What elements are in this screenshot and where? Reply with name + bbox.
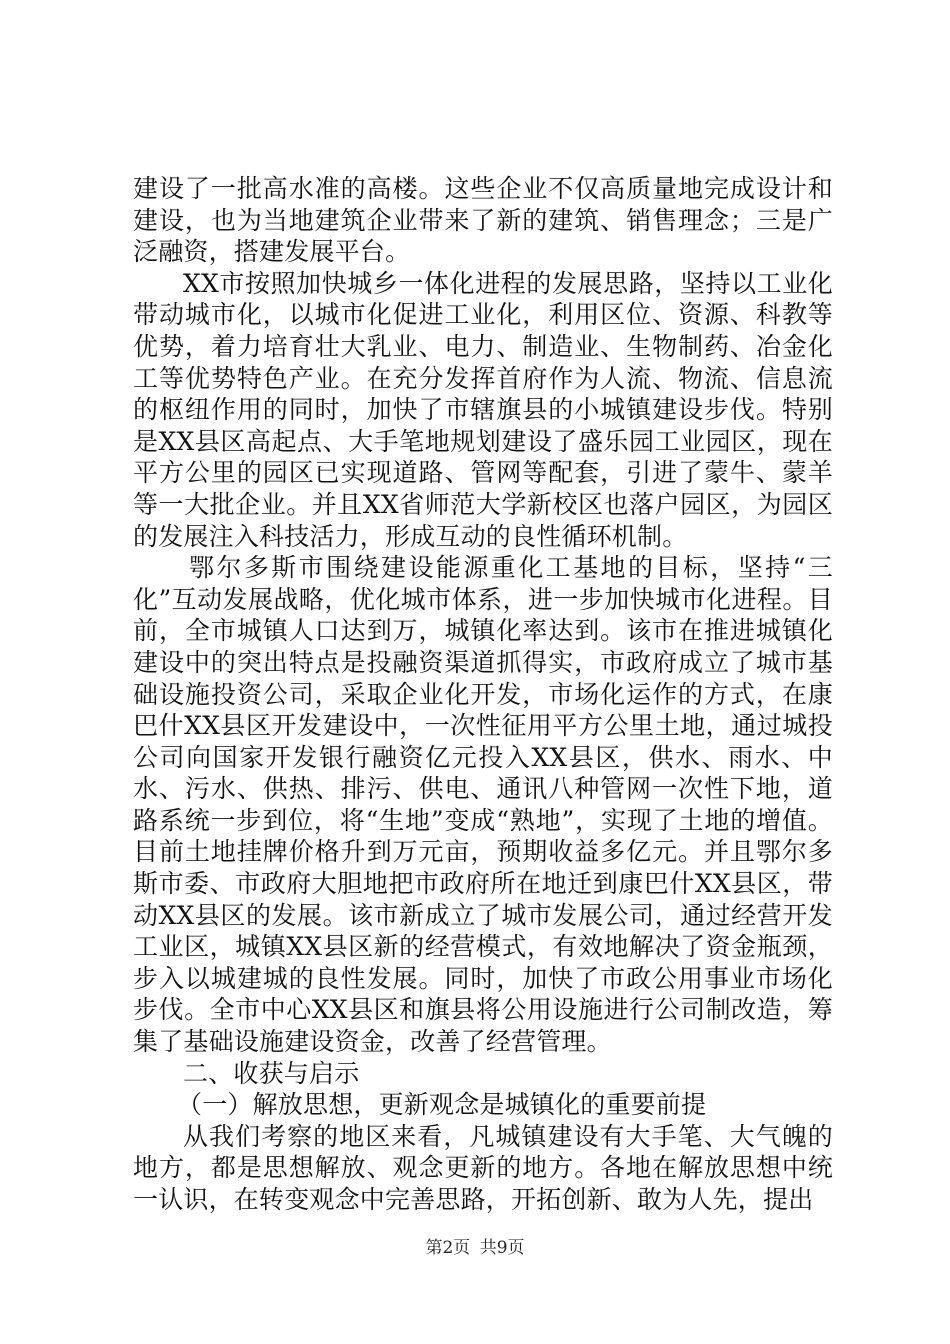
subsection-heading: （一）解放思想，更新观念是城镇化的重要前提 — [177, 1090, 707, 1120]
page-number: 第2页 — [425, 1238, 471, 1258]
page-total: 共9页 — [479, 1238, 525, 1258]
paragraph-ordos: 鄂尔多斯市围绕建设能源重化工基地的目标，坚持“三化”互动发展战略，优化城市体系，进一步加快城市化进程。目前，全市城镇人口达到万，城镇化率达到。该市在推进城镇化建设中的突出特点是投融资渠道抓得实，市政府成立了城市基础设施投资公司，采取企业化开发，市场化运作的方式，在康巴什XX县区开发建设中，一次性征用平方公里土地，通过城投公司向国家开发银行融资亿元投入XX县区，供水、雨水、中水、污水、供热、排污、供电、通讯八种管网一次性下地，道路系统一步到位，将“生地”变成“熟地”，实现了土地的增值。目前土地挂牌价格升到万元亩，预期收益多亿元。并且鄂尔多斯市委、市政府大胆地把市政府所在地迁到康巴什XX县区，带动XX县区的发展。该市新成立了城市发展公司，通过经营开发工业区，城镇XX县区新的经营模式，有效地解决了资金瓶颈，步入以城建城的良性发展。同时，加快了市政公用事业市场化步伐。全市中心XX县区和旗县将公用设施进行公司制改造，筹集了基础设施建设资金，改善了经营管理。 — [133, 553, 833, 1057]
page-footer — [0, 1237, 950, 1259]
paragraph-continuation: 建设了一批高水准的高楼。这些企业不仅高质量地完成设计和建设，也为当地建筑企业带来了新的建筑、销售理念；三是广泛融资，搭建发展平台。 — [133, 174, 833, 267]
section-heading: 二、收获与启示 — [183, 1058, 360, 1088]
paragraph-observations: 从我们考察的地区来看，凡城镇建设有大手笔、大气魄的地方，都是思想解放、观念更新的地方。各地在解放思想中统一认识，在转变观念中完善思路，开拓创新、敢为人先，提出 — [133, 1121, 833, 1214]
document-body — [133, 173, 833, 1216]
paragraph-hohhot: XX市按照加快城乡一体化进程的发展思路，坚持以工业化带动城市化，以城市化促进工业化，利用区位、资源、科教等优势，着力培育壮大乳业、电力、制造业、生物制药、冶金化工等优势特色产业。在充分发挥首府作为人流、物流、信息流的枢纽作用的同时，加快了市辖旗县的小城镇建设步伐。特别是XX县区高起点、大手笔地规划建设了盛乐园工业园区，现在平方公里的园区已实现道路、管网等配套，引进了蒙牛、蒙羊等一大批企业。并且XX省师范大学新校区也落户园区，为园区的发展注入科技活力，形成互动的良性循环机制。 — [133, 268, 833, 551]
